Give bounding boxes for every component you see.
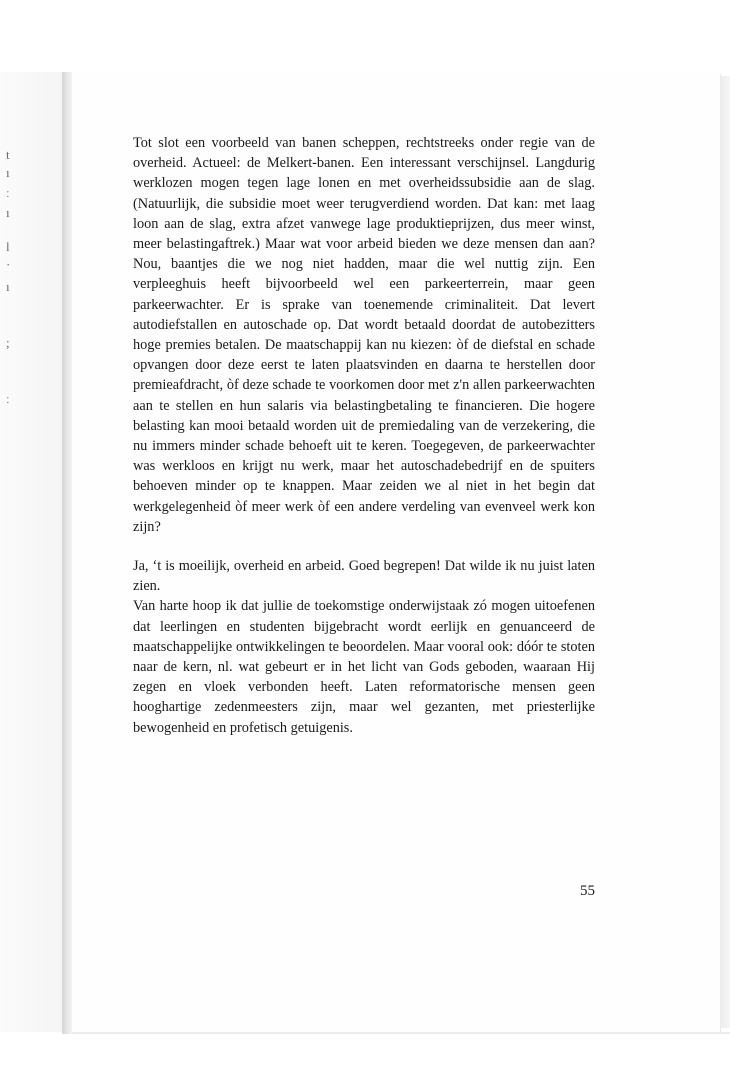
- book-spine: [62, 72, 72, 1034]
- paragraph-moeilijk: Ja, ‘t is moeilijk, overheid en arbeid. Goed begrepen! Dat wilde ik nu juist laten zien.: [133, 558, 595, 595]
- paragraph-gap: [133, 537, 595, 556]
- page-bottom-edge: [72, 1032, 730, 1034]
- facing-page-fragment: ·: [6, 257, 11, 272]
- facing-page-edge: [0, 72, 68, 1032]
- body-text: [133, 133, 595, 738]
- facing-page-fragment: l: [6, 239, 10, 254]
- facing-page-fragment: ı: [6, 205, 10, 220]
- page-stack-edge: [720, 76, 730, 1028]
- paragraph-closing-wish: Van harte hoop ik dat jullie de toekomstige onderwijstaak zó mogen uitoefenen dat leerlingen en studenten bijgebracht wordt eerlijk en genuanceerd de maatschappelijke ontwikkelingen te beoordelen. Maar vooral ook: dóór te stoten naar de kern, nl. wat gebeurt er in het licht van Gods geboden, waaraan Hij zegen en vloek verbonden heeft. Laten reformatorische mensen geen hooghartige zedenmeesters zijn, maar wel gezanten, met priesterlijke bewogenheid en profetisch getuigenis.: [133, 598, 595, 736]
- facing-page-fragment: ı: [6, 165, 10, 180]
- facing-page-fragment: ː: [6, 391, 10, 406]
- paragraph-melkert-banen: Tot slot een voorbeeld van banen scheppen, rechtstreeks onder regie van de overheid. Actueel: de Melkert-banen. Een interessant verschijnsel. Langdurig werklozen mogen tegen lage lonen en met overheidssubsidie aan de slag. (Natuurlijk, die subsidie moet weer terugverdiend worden. Dat kan: met laag loon aan de slag, extra afzet vanwege lage produktieprijzen, dus meer winst, meer belastingaftrek.) Maar wat voor arbeid bieden we deze mensen dan aan? Nou, baantjes die we nog niet hadden, maar die wel nuttig zijn. Een verpleeghuis heeft bijvoorbeeld wel een parkeerterrein, maar geen parkeerwachter. Er is sprake van toenemende criminaliteit. Dat levert autodiefstallen en autoschade op. Dat wordt betaald doordat de autobezitters hoge premies betalen. De maatschappij kan nu kiezen: òf de diefstal en schade opvangen door deze eerst te laten plaatsvinden en daarna te herstellen door premieafdracht, òf deze schade te voorkomen door met z'n allen parkeerwachten aan te stellen en hun salaris via belastingbetaling te financieren. Die hogere belasting kan mooi betaald worden uit de premiedaling van de verzekering, die nu immers minder schade behoeft uit te keren. Toegegeven, de parkeerwachter was werkloos en krijgt nu werk, maar het autoschadebedrijf en de spuiters behoeven minder op te knappen. Maar zeiden we al niet in het begin dat werkgelegenheid òf meer werk òf een andere verdeling van evenveel werk kon zijn?: [133, 135, 595, 535]
- page-number: 55: [580, 883, 595, 899]
- facing-page-fragment: ː: [6, 185, 10, 200]
- facing-page-fragment: t: [6, 147, 10, 162]
- facing-page-fragment: ı: [6, 279, 10, 294]
- facing-page-fragment: ;: [6, 335, 10, 350]
